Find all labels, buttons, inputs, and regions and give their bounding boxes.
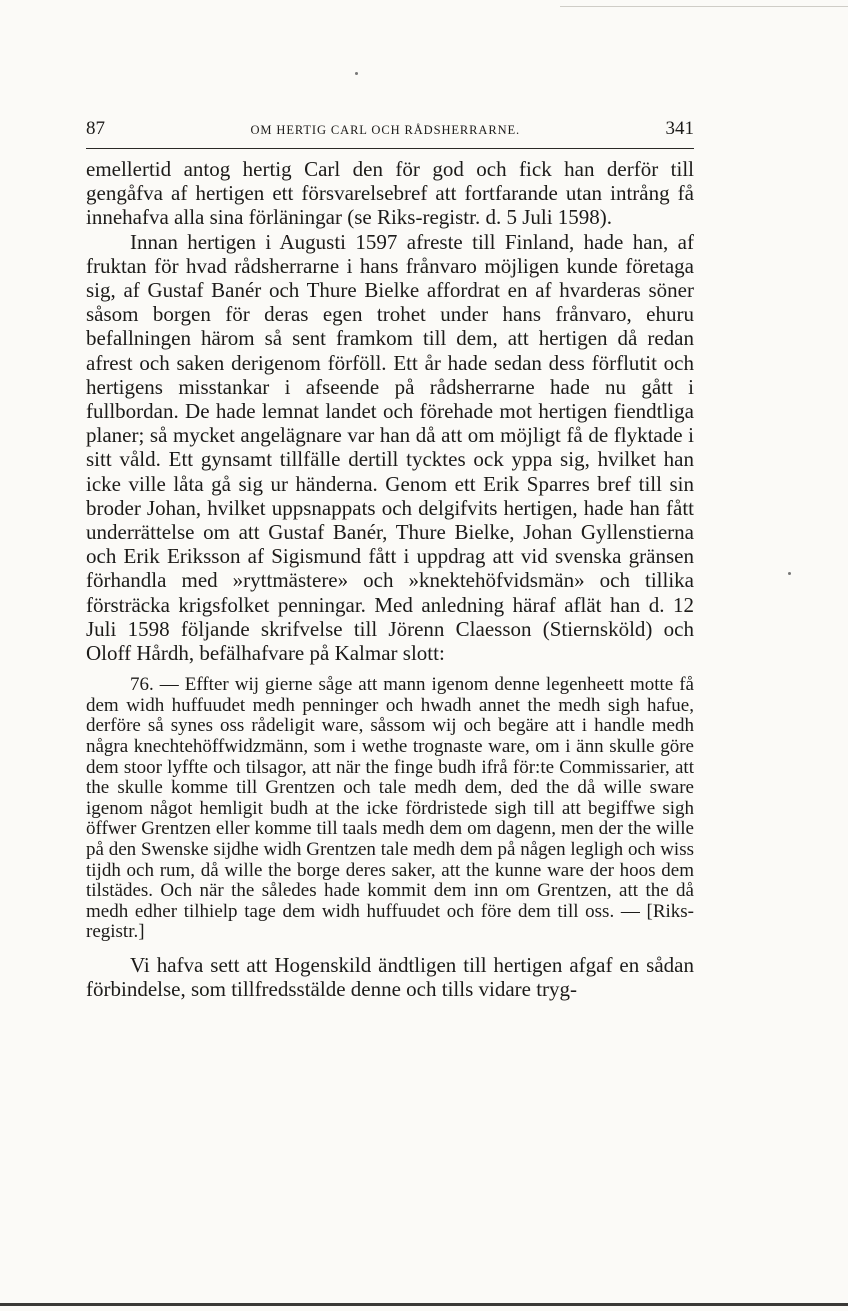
scan-edge-line [560, 6, 848, 7]
paragraph-continuation: emellertid antog hertig Carl den för god och fick han derför till gengåfva af hertigen ett försvarelsebref att fortfarande utan intrång få innehafva alla sina förläningar (se Riks-registr. d. 5 Juli 1598). [86, 157, 694, 230]
quoted-letter: 76. — Effter wij gierne såge att mann igenom denne legenheett motte få dem widh huffuudet medh penninger och hwadh annet the medh sigh hafue, derföre så synes oss rådeligit ware, såssom wij och begäre att i handle medh några knechtehöffwidzmänn, som i wethe trognaste ware, om i änn skulle göre dem stoor lyffte och tilsagor, att när the finge budh ifrå för:te Commissarier, att the skulle komme till Grentzen och tale medh dem, ded the då wille sware igenom något hemligit budh at the icke fördristede sigh till att begiffwe sigh öffwer Grentzen eller komme till taals medh dem om dagenn, men der the wille på den Swenske sijdhe widh Grentzen tale medh dem på någen legligh och wiss tijdh och rum, då wille the borge deres saker, att the kunne ware der hoos dem tilstädes. Och när the således hade kommit dem inn om Grentzen, att the då medh edher tilhielp tage dem widh huffuudet och före dem till oss. — [Riks-registr.] [86, 674, 694, 943]
page-number: 341 [665, 118, 694, 139]
paragraph-closing: Vi hafva sett att Hogenskild ändtligen till hertigen afgaf en sådan förbindelse, som tillfredsstälde denne och tills vidare tryg- [86, 952, 694, 1002]
scan-speck [355, 72, 358, 75]
page-content [86, 118, 694, 1001]
header-rule [86, 148, 694, 149]
running-title: OM HERTIG CARL OCH RÅDSHERRARNE. [250, 123, 521, 137]
left-page-marker: 87 [86, 118, 105, 139]
paragraph-main: Innan hertigen i Augusti 1597 afreste till Finland, hade han, af fruktan för hvad rådsherrarne i hans frånvaro möjligen kunde företaga sig, af Gustaf Banér och Thure Bielke affordrat en af hvarderas söner såsom borgen för deras egen trohet under hans frånvaro, ehuru befallningen härom så sent framkom till dem, att hertigen då redan afrest och saken derigenom förföll. Ett år hade sedan dess förflutit och hertigens misstankar i afseende på rådsherrarne hade nu gått i fullbordan. De hade lemnat landet och förehade mot hertigen fiendtliga planer; så mycket angelägnare var han då att om möjligt få de flyktade i sitt våld. Ett gynsamt tillfälle dertill tycktes ock yppa sig, hvilket han icke ville låta gå sig ur händerna. Genom ett Erik Sparres bref till sin broder Johan, hvilket uppsnappats och delgifvits hertigen, hade han fått underrättelse om att Gustaf Banér, Thure Bielke, Johan Gyllenstierna och Erik Eriksson af Sigismund fått i uppdrag att vid svenska gränsen förhandla med »ryttmästere» och »knektehöfvidsmän» och tillika försträcka krigsfolket penningar. Med anledning häraf aflät han d. 12 Juli 1598 följande skrifvelse till Jörenn Claesson (Stiernsköld) och Oloff Hårdh, befälhafvare på Kalmar slott: [86, 229, 694, 666]
running-head [86, 118, 694, 146]
scan-bottom-edge [0, 1303, 848, 1306]
scan-speck [788, 572, 791, 575]
